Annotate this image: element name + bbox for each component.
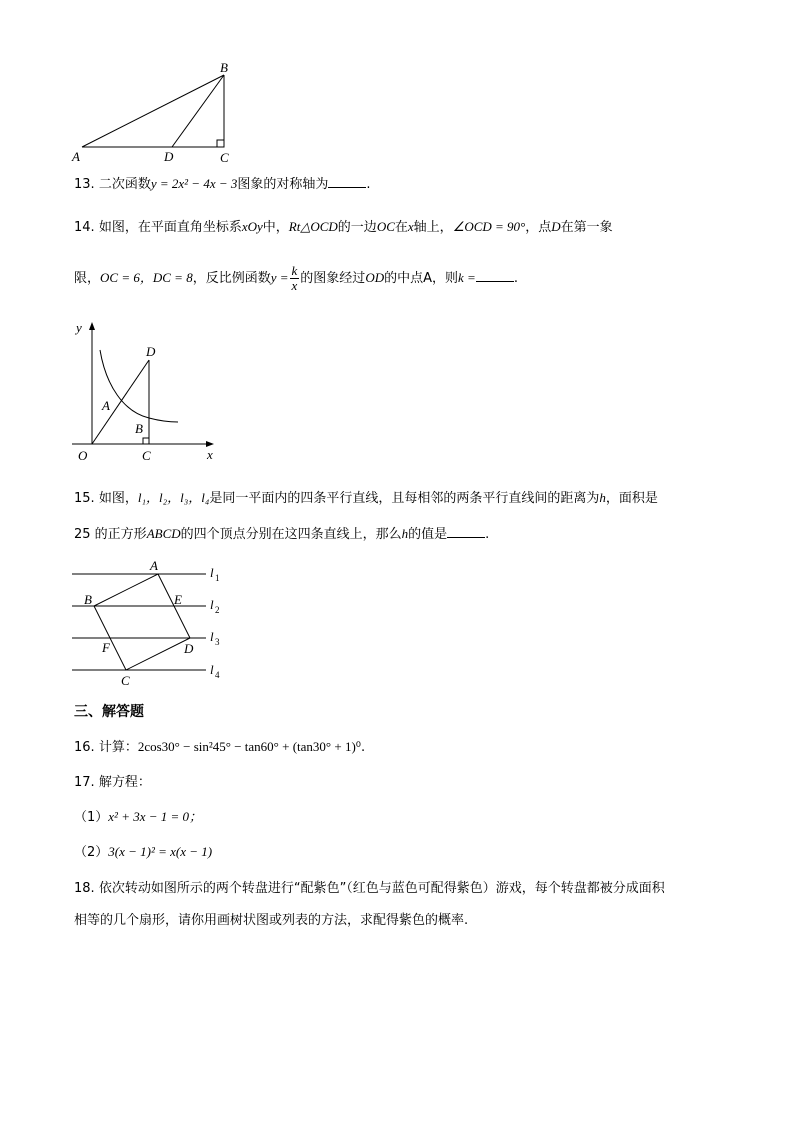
q14-text: ，点 <box>525 220 552 235</box>
q14-end: . <box>513 271 518 286</box>
label-D: D <box>146 344 156 359</box>
q14-text: ，则 <box>432 271 459 286</box>
q15-number: 15. <box>74 491 95 506</box>
q14-angle: ∠OCD = 90° <box>452 219 526 234</box>
fraction-numerator: k <box>291 263 298 278</box>
label-F: F <box>102 640 110 655</box>
q14-x: x <box>407 219 414 234</box>
question-15-line-2 <box>74 524 489 545</box>
q18-text: 依次转动如图所示的两个转盘进行“配紫色”（红色与蓝色可配得紫色）游戏，每个转盘都被分成面积 <box>98 881 665 896</box>
q14-d: D <box>551 219 561 234</box>
coordinate-graph-figure <box>66 316 226 466</box>
question-14-line-2 <box>74 262 518 295</box>
label-B: B <box>135 421 143 436</box>
question-17-part-1 <box>74 807 202 828</box>
q15-h: h <box>599 490 606 505</box>
q14-number: 14. <box>74 220 95 235</box>
q18-text: 相等的几个扇形，请你用画树状图或列表的方法，求配得紫色的概率. <box>74 913 469 928</box>
triangle-figure <box>60 58 250 170</box>
label-A: A <box>72 149 80 164</box>
sub-1: 1 <box>215 573 220 583</box>
label-A: A <box>150 558 158 573</box>
question-17-part-2 <box>74 842 212 863</box>
q17-part-1-equation: x² + 3x − 1 = 0； <box>108 809 203 824</box>
q13-number: 13. <box>74 177 95 192</box>
q14-text: 在 <box>394 220 408 235</box>
q14-text: 在第一象 <box>560 220 613 235</box>
label-l1: l <box>210 565 214 580</box>
label-l3: l <box>210 629 214 644</box>
q14-od: OD <box>365 270 385 285</box>
q17-part-2-equation: 3(x − 1)² = x(x − 1) <box>108 844 213 859</box>
q15-lines: l₁，l₂，l₃，l₄ <box>137 490 210 505</box>
question-14-line-1 <box>74 217 613 238</box>
fraction-denominator: x <box>291 278 298 293</box>
q13-end: . <box>366 177 371 192</box>
question-17 <box>74 773 151 793</box>
q15-abcd: ABCD <box>146 526 181 541</box>
q14-xoy: xOy <box>241 219 263 234</box>
q13-text-b: 图象的对称轴为 <box>237 177 329 192</box>
q17-part-1-label: （1） <box>74 810 109 825</box>
q15-text: 是同一平面内的四条平行直线，且每相邻的两条平行直线间的距离为 <box>209 491 600 506</box>
q13-expression: y = 2x² − 4x − 3 <box>150 176 238 191</box>
axis-y-label: y <box>76 320 82 335</box>
q15-answer-blank[interactable] <box>447 525 485 538</box>
q15-h: h <box>401 526 409 541</box>
q14-text: 如图，在平面直角坐标系 <box>98 220 242 235</box>
q14-text: 限， <box>74 271 101 286</box>
label-l4: l <box>210 662 214 677</box>
axis-x-label: x <box>207 447 213 462</box>
q13-answer-blank[interactable] <box>328 175 366 188</box>
q16-end: . <box>361 740 366 755</box>
q15-text: ，面积是 <box>605 491 658 506</box>
q14-oc: OC <box>376 219 395 234</box>
q14-fraction <box>290 264 300 293</box>
q14-text: 的中点 <box>384 271 424 286</box>
q16-text: 计算： <box>98 740 138 755</box>
q14-answer-blank[interactable] <box>476 269 514 282</box>
q15-text: 如图， <box>98 491 138 506</box>
q13-text-a: 二次函数 <box>98 177 151 192</box>
q14-text: 轴上， <box>413 220 453 235</box>
q14-rt-triangle: Rt△OCD <box>288 219 338 234</box>
q14-text: 的图象经过 <box>300 271 366 286</box>
q15-text: 的值是 <box>408 527 448 542</box>
q14-text: 的一边 <box>337 220 377 235</box>
sub-2: 2 <box>215 605 220 615</box>
label-O: O <box>78 448 88 463</box>
label-B: B <box>84 592 92 607</box>
label-l2: l <box>210 597 214 612</box>
q16-expression: 2cos30° − sin²45° − tan60° + (tan30° + 1)⁰ <box>137 739 361 754</box>
sub-3: 3 <box>215 637 220 647</box>
section-heading: 三、解答题 <box>74 704 144 720</box>
question-13 <box>74 174 371 195</box>
label-D: D <box>164 149 174 164</box>
question-15-line-1 <box>74 488 658 509</box>
q14-dc-value: DC = 8 <box>152 270 193 285</box>
label-E: E <box>174 592 182 607</box>
label-B: B <box>220 60 228 75</box>
q15-text: 的四个顶点分别在这四条直线上，那么 <box>180 527 402 542</box>
q17-text: 解方程： <box>98 775 151 790</box>
q15-end: . <box>485 527 490 542</box>
q16-number: 16. <box>74 740 95 755</box>
question-18-line-1 <box>74 879 665 899</box>
label-C: C <box>220 150 229 165</box>
q18-number: 18. <box>74 881 95 896</box>
label-D: D <box>184 641 194 656</box>
label-C: C <box>121 673 130 688</box>
q14-text: 中， <box>262 220 289 235</box>
q14-oc-value: OC = 6， <box>100 270 153 285</box>
label-C: C <box>142 448 151 463</box>
q14-text: ，反比例函数 <box>192 271 271 286</box>
q17-part-2-label: （2） <box>74 845 109 860</box>
q14-point-a: A <box>423 271 433 286</box>
q15-text: 25 的正方形 <box>74 527 147 542</box>
question-18-line-2 <box>74 911 468 931</box>
label-A: A <box>102 398 110 413</box>
question-16 <box>74 737 365 758</box>
parallel-lines-figure <box>66 556 236 690</box>
q17-number: 17. <box>74 775 95 790</box>
sub-4: 4 <box>215 670 220 680</box>
q14-k-equals: k = <box>458 270 476 285</box>
q14-y-equals: y = <box>270 270 289 285</box>
